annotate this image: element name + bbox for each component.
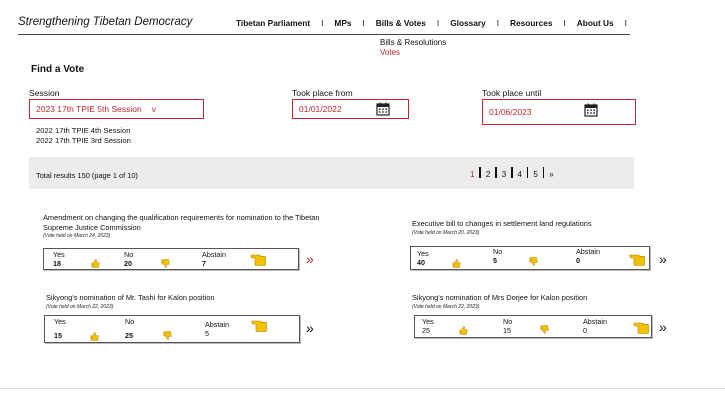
thumbs-up-icon (459, 326, 468, 335)
vote-date-text: Vote held on March 24, 2023 (44, 233, 109, 239)
abstain-label: Abstain (202, 250, 226, 259)
nav-resources[interactable]: Resources (510, 18, 553, 28)
until-date-value: 01/06/2023 (489, 107, 532, 117)
page-divider (495, 167, 496, 178)
yes-count: 18 (53, 258, 61, 268)
session-label: Session (29, 88, 60, 98)
nav-separator: I (624, 18, 627, 28)
vote-title[interactable]: Sikyong's nomination of Mrs Dorjee for Kalon position (412, 293, 588, 302)
pagination (470, 169, 554, 180)
nav-about-us[interactable]: About Us (576, 18, 614, 28)
nav-separator: I (436, 18, 440, 28)
yes-label: Yes (54, 317, 66, 326)
vote-date-text: Vote held on March 22, 2023 (47, 303, 112, 310)
no-count: 25 (125, 331, 133, 340)
calendar-icon[interactable] (584, 103, 598, 117)
main-nav (236, 18, 638, 28)
no-count: 20 (124, 258, 132, 268)
chevron-down-icon[interactable]: v (151, 104, 156, 114)
vote-date-text: Vote held on March 20, 2023 (413, 229, 478, 236)
raised-hand-icon (251, 318, 267, 332)
no-count: 15 (503, 325, 511, 335)
vote-tally (43, 248, 299, 270)
yes-count: 15 (54, 331, 62, 340)
vote-details-arrow[interactable]: » (659, 319, 667, 335)
vote-details-arrow[interactable]: » (659, 251, 667, 267)
page-link-2[interactable]: 2 (485, 170, 491, 179)
page-divider (479, 167, 480, 178)
abstain-label: Abstain (576, 247, 600, 256)
nav-separator: I (321, 18, 324, 28)
thumbs-down-icon (161, 259, 170, 268)
thumbs-down-icon (163, 331, 172, 340)
page-link-4[interactable]: 4 (517, 170, 522, 179)
page-title: Find a Vote (31, 64, 85, 75)
thumbs-up-icon (452, 259, 461, 268)
from-date-field[interactable] (292, 99, 409, 119)
no-label: No (493, 247, 503, 256)
no-label: No (125, 317, 135, 326)
nav-mps[interactable]: MPs (334, 18, 352, 28)
page-link-3[interactable]: 3 (501, 170, 507, 179)
page-link-5[interactable]: 5 (533, 170, 538, 179)
from-date-label: Took place from (292, 88, 353, 98)
vote-date: (Vote held on March 24, 2023) (43, 233, 111, 239)
abstain-label: Abstain (583, 317, 607, 326)
calendar-icon[interactable] (376, 102, 390, 116)
session-option[interactable]: 2022 17th TPIE 4th Session (36, 126, 131, 135)
vote-tally (410, 246, 650, 270)
results-count: Total results 150 (page 1 of 10) (36, 171, 138, 180)
vote-tally (414, 315, 652, 338)
yes-label: Yes (417, 249, 429, 258)
from-date-value: 01/01/2022 (299, 104, 342, 114)
until-date-field[interactable] (482, 99, 636, 125)
bills-votes-submenu (380, 38, 446, 58)
vote-date: (Vote held on March 22, 2023) (46, 303, 114, 310)
thumbs-down-icon (540, 325, 549, 334)
nav-separator: I (496, 18, 500, 28)
vote-card (412, 219, 702, 236)
thumbs-up-icon (91, 259, 100, 268)
no-count: 5 (493, 255, 497, 265)
raised-hand-icon (629, 252, 645, 266)
vote-date-text: Vote held on March 22, 2023 (413, 303, 478, 310)
nav-tibetan-parliament[interactable]: Tibetan Parliament (236, 18, 311, 28)
no-label: No (503, 317, 513, 326)
raised-hand-icon (250, 252, 266, 266)
nav-separator: I (362, 18, 365, 28)
vote-title[interactable]: Amendment on changing the qualification requirements for nomination to the Tibetan Supreme Justice Commission (43, 213, 320, 232)
abstain-count: 0 (583, 325, 587, 335)
nav-separator: I (563, 18, 566, 28)
yes-label: Yes (53, 250, 65, 259)
session-option[interactable]: 2022 17th TPIE 3rd Session (36, 135, 131, 145)
abstain-count: 7 (202, 258, 206, 268)
nav-glossary[interactable]: Glossary (450, 18, 486, 28)
page-divider (543, 167, 544, 178)
abstain-label: Abstain (205, 320, 229, 329)
vote-title[interactable]: Executive bill to changes in settlement land regulations (412, 219, 592, 228)
yes-count: 40 (417, 257, 425, 267)
page-link-1[interactable]: 1 (470, 170, 475, 179)
footer-divider (0, 388, 725, 389)
yes-count: 25 (422, 325, 430, 335)
vote-card (46, 293, 306, 310)
raised-hand-icon (633, 320, 649, 334)
thumbs-up-icon (90, 332, 99, 341)
vote-tally (44, 315, 300, 343)
vote-date: (Vote held on March 20, 2023) (412, 229, 480, 236)
site-title[interactable]: Strengthening Tibetan Democracy (18, 16, 193, 28)
until-date-label: Took place until (482, 88, 542, 98)
vote-card (43, 213, 328, 239)
submenu-votes[interactable]: Votes (380, 48, 401, 57)
vote-date: (Vote held on March 22, 2023) (412, 303, 480, 310)
session-options-list (36, 126, 131, 145)
vote-details-arrow[interactable]: » (306, 320, 314, 336)
vote-card (412, 293, 702, 310)
page-divider (527, 167, 528, 178)
session-value: 2023 17th TPIE 5th Session (36, 104, 142, 114)
yes-label: Yes (422, 317, 434, 326)
vote-details-arrow[interactable]: » (306, 251, 314, 267)
no-label: No (124, 250, 134, 259)
next-page-link[interactable]: » (549, 170, 554, 179)
nav-bills-votes[interactable]: Bills & Votes (375, 18, 426, 28)
thumbs-down-icon (529, 257, 538, 266)
header-divider (18, 34, 630, 35)
submenu-bills-resolutions[interactable]: Bills & Resolutions (380, 38, 447, 47)
vote-title[interactable]: Sikyong's nomination of Mr. Tashi for Kalon position (46, 293, 215, 302)
page-divider (511, 167, 512, 178)
abstain-count: 0 (576, 255, 580, 265)
abstain-count: 5 (205, 328, 209, 338)
session-select[interactable] (29, 99, 204, 119)
